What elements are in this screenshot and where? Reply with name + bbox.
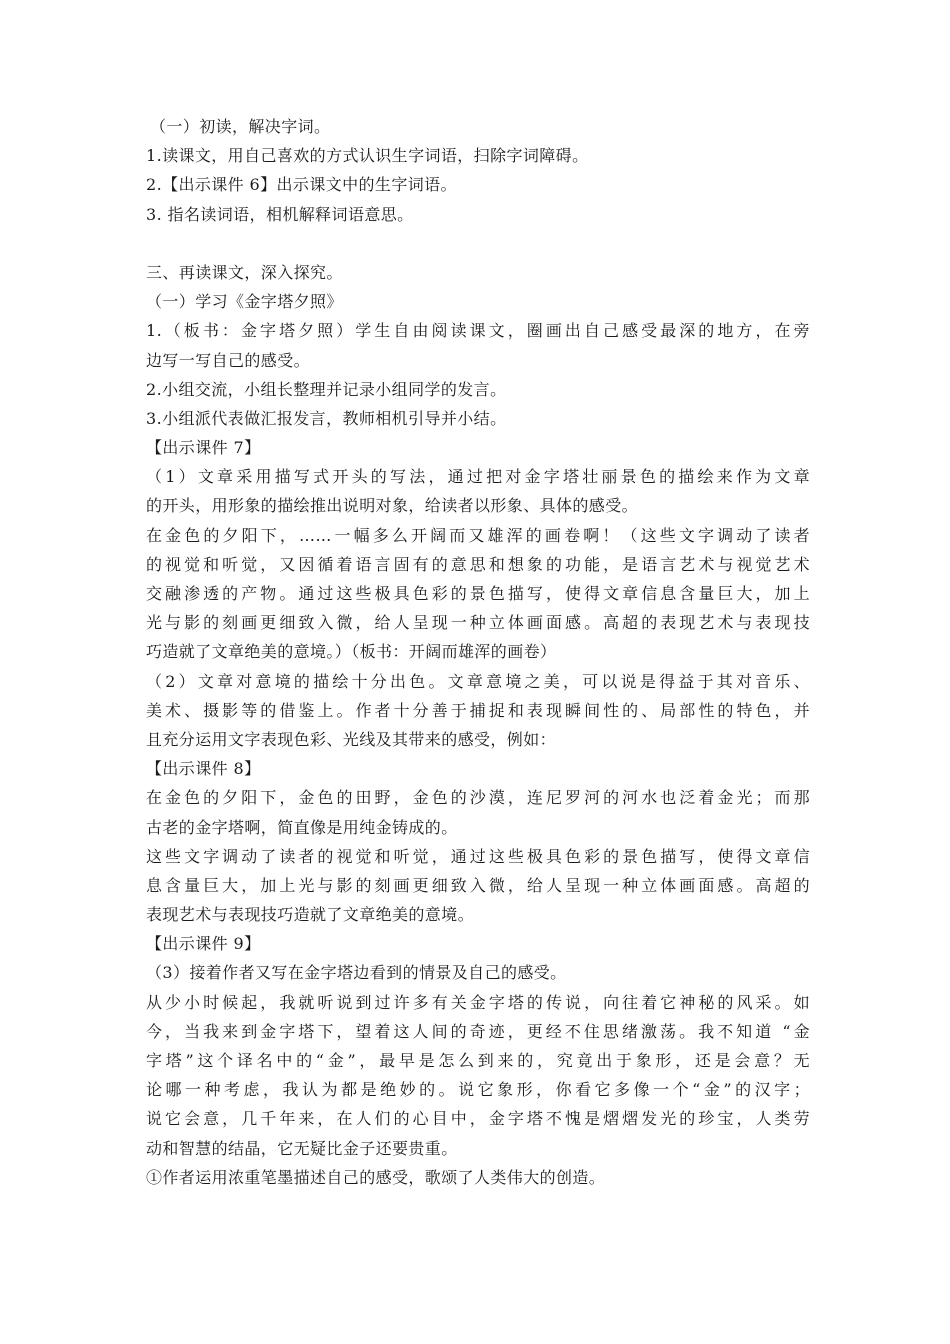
text-line: 美术、摄影等的借鉴上。作者十分善于捕捉和表现瞬间性的、局部性的特色，并: [146, 700, 810, 720]
document-body: [146, 112, 810, 1192]
text-line: 且充分运用文字表现色彩、光线及其带来的感受，例如：: [146, 729, 557, 749]
text-line: 交融渗透的产物。通过这些极具色彩的景色描写，使得文章信息含量巨大，加上: [146, 584, 810, 603]
text-line: 今，当我来到金字塔下，望着这人间的奇迹，更经不住思绪激荡。我不知道 “金: [146, 1021, 810, 1041]
text-line: 1.（板书：金字塔夕照）学生自由阅读课文，圈画出自己感受最深的地方，在旁: [146, 321, 810, 341]
text-line: 2.小组交流，小组长整理并记录小组同学的发言。: [146, 379, 507, 399]
text-line: 古老的金字塔啊，简直像是用纯金铸成的。: [146, 817, 458, 837]
text-line: 从少小时候起，我就听说到过许多有关金字塔的传说，向往着它神秘的风采。如: [146, 992, 810, 1012]
text-line: ①作者运用浓重笔墨描述自己的感受，歌颂了人类伟大的创造。: [146, 1167, 606, 1187]
text-line: 【出示课件 8】: [146, 759, 261, 779]
text-line: 2.【出示课件 6】出示课文中的生字词语。: [146, 175, 457, 195]
text-line: 这些文字调动了读者的视觉和听觉，通过这些极具色彩的景色描写，使得文章信: [146, 846, 810, 866]
text-line: 字塔”这个译名中的“金”，最早是怎么到来的，究竟出于象形，还是会意？无: [146, 1051, 810, 1070]
text-line: 3. 指名读词语，相机解释词语意思。: [146, 204, 414, 224]
text-line: 三、再读课文，深入探究。: [146, 262, 343, 282]
text-line: （一）初读，解决字词。: [150, 117, 331, 136]
blank-line: [146, 229, 810, 258]
text-line: 动和智慧的结晶，它无疑比金子还要贵重。: [146, 1138, 458, 1158]
text-line: 光与影的刻画更细致入微，给人呈现一种立体画面感。高超的表现艺术与表现技: [146, 613, 810, 633]
text-line: （2）文章对意境的描绘十分出色。文章意境之美，可以说是得益于其对音乐、: [146, 671, 810, 691]
text-line: （1）文章采用描写式开头的写法，通过把对金字塔壮丽景色的描绘来作为文章: [146, 467, 810, 487]
text-line: 边写一写自己的感受。: [146, 350, 311, 370]
text-line: 1.读课文，用自己喜欢的方式认识生字词语，扫除字词障碍。: [146, 146, 589, 166]
text-line: 说它会意，几千年来，在人们的心目中，金字塔不愧是熠熠发光的珍宝，人类劳: [146, 1109, 810, 1129]
text-line: 息含量巨大，加上光与影的刻画更细致入微，给人呈现一种立体画面感。高超的: [146, 875, 810, 895]
text-line: 【出示课件 9】: [146, 934, 261, 954]
text-line: 表现艺术与表现技巧造就了文章绝美的意境。: [146, 905, 475, 925]
text-line: 【出示课件 7】: [146, 438, 261, 458]
text-line: 3.小组派代表做汇报发言，教师相机引导并小结。: [146, 408, 507, 428]
text-line: （一）学习《金字塔夕照》: [146, 292, 343, 312]
text-line: 论哪一种考虑，我认为都是绝妙的。说它象形，你看它多像一个“金”的汉字；: [146, 1080, 810, 1100]
text-line: 在金色的夕阳下，金色的田野，金色的沙漠，连尼罗河的河水也泛着金光；而那: [146, 788, 810, 808]
text-line: 的视觉和听觉，又因循着语言固有的意思和想象的功能，是语言艺术与视觉艺术: [146, 554, 810, 574]
text-line: 在金色的夕阳下，……一幅多么开阔而又雄浑的画卷啊！（这些文字调动了读者: [146, 525, 810, 545]
text-line: 的开头，用形象的描绘推出说明对象，给读者以形象、具体的感受。: [146, 496, 639, 516]
text-line: （3）接着作者又写在金字塔边看到的情景及自己的感受。: [146, 963, 567, 983]
text-line: 巧造就了文章绝美的意境。）（板书：开阔而雄浑的画卷）: [146, 642, 557, 662]
